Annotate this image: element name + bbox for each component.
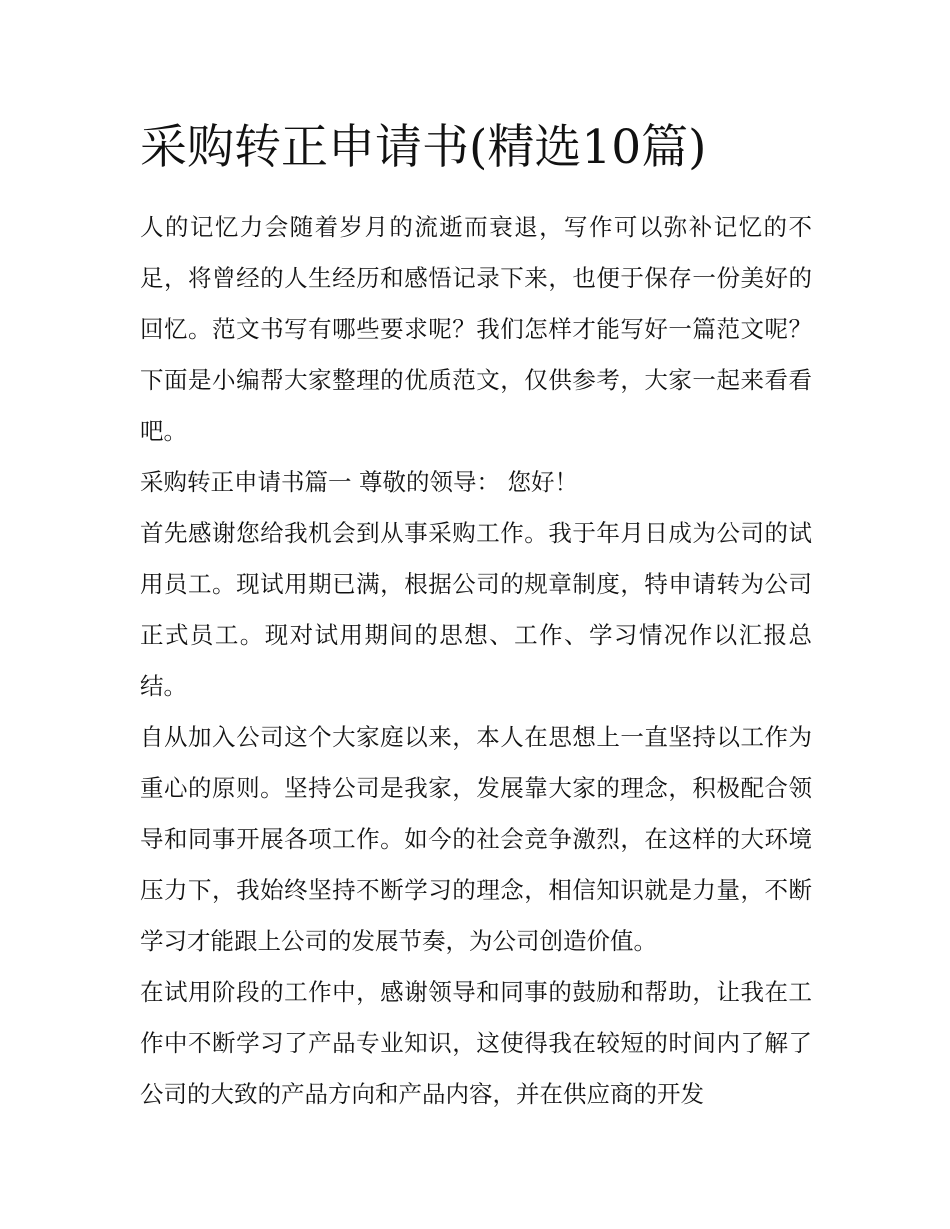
- document-title: 采购转正申请书(精选10篇): [140, 120, 707, 175]
- body-paragraph: 在试用阶段的工作中，感谢领导和同事的鼓励和帮助，让我在工作中不断学习了产品专业知识，这使得我在较短的时间内了解了公司的大致的产品方向和产品内容，并在供应商的开发: [140, 978, 812, 1108]
- body-paragraph: 自从加入公司这个大家庭以来，本人在思想上一直坚持以工作为重心的原则。坚持公司是我家，发展靠大家的理念，积极配合领导和同事开展各项工作。如今的社会竞争激烈，在这样的大环境压力下，我始终坚持不断学习的理念，相信知识就是力量，不断学习才能跟上公司的发展节奏，为公司创造价值。: [140, 723, 812, 955]
- body-paragraph: 首先感谢您给我机会到从事采购工作。我于年月日成为公司的试用员工。现试用期已满，根据公司的规章制度，特申请转为公司正式员工。现对试用期间的思想、工作、学习情况作以汇报总结。: [140, 519, 812, 700]
- document-page: [140, 112, 812, 1120]
- intro-paragraph: 人的记忆力会随着岁月的流逝而衰退，写作可以弥补记忆的不足，将曾经的人生经历和感悟记录下来，也便于保存一份美好的回忆。范文书写有哪些要求呢？我们怎样才能写好一篇范文呢？下面是小编帮大家整理的优质范文，仅供参考，大家一起来看看吧。: [140, 213, 812, 445]
- greeting-paragraph: 采购转正申请书篇一 尊敬的领导： 您好！: [140, 468, 578, 496]
